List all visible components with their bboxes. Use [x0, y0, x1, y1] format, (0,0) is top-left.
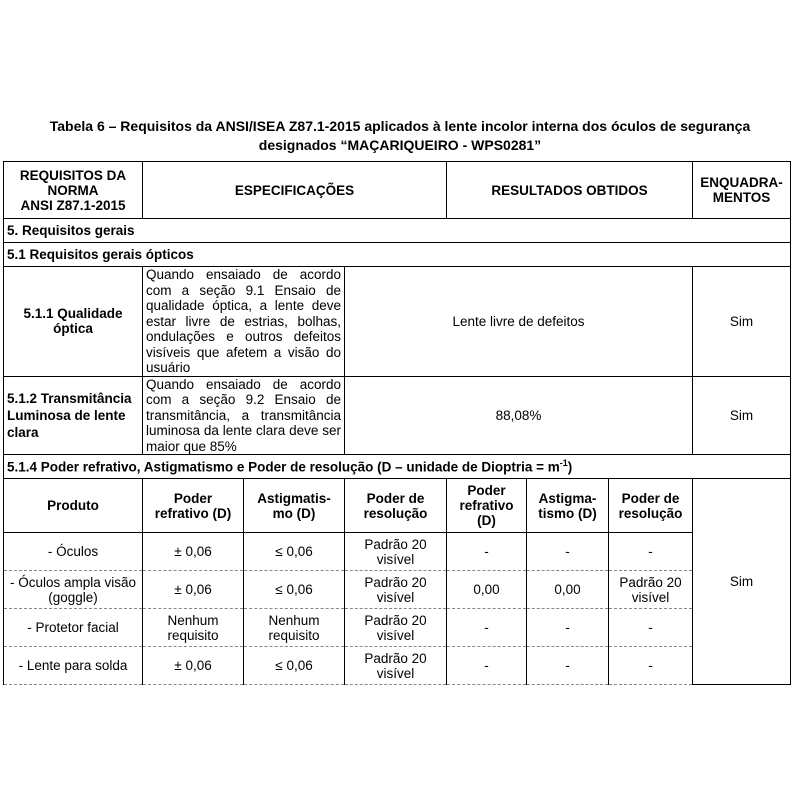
- spec-5-1-2: Quando ensaiado de acordo com a seção 9.2 Ensaio de transmitância, a transmitância luminosa da lente clara deve ser maior que 85%: [143, 376, 345, 455]
- astigmatism-spec-cell: Nenhum requisito: [244, 609, 345, 647]
- header-compliance: ENQUADRA- MENTOS: [693, 162, 791, 219]
- resolution-result-cell: -: [609, 647, 693, 685]
- refractive-spec-cell: Nenhum requisito: [143, 609, 244, 647]
- sub-header-resolution-spec: Poder de resolução: [345, 479, 447, 533]
- astigmatism-spec-cell: ≤ 0,06: [244, 647, 345, 685]
- subtable-header-row: [4, 479, 791, 533]
- header-specifications: ESPECIFICAÇÕES: [143, 162, 447, 219]
- astigmatism-result-cell: -: [527, 647, 609, 685]
- astigmatism-spec-cell: ≤ 0,06: [244, 533, 345, 571]
- section-5-1-title: 5.1 Requisitos gerais ópticos: [4, 243, 791, 267]
- refractive-result-cell: 0,00: [447, 571, 527, 609]
- table-row: [4, 533, 791, 571]
- header-requirements: REQUISITOS DA NORMA ANSI Z87.1-2015: [4, 162, 143, 219]
- header-results: RESULTADOS OBTIDOS: [447, 162, 693, 219]
- sub-header-refractive-spec: Poder refrativo (D): [143, 479, 244, 533]
- sub-header-refractive-result: Poder refrativo (D): [447, 479, 527, 533]
- sub-header-resolution-result: Poder de resolução: [609, 479, 693, 533]
- astigmatism-spec-cell: ≤ 0,06: [244, 571, 345, 609]
- caption-line-2: designados “MAÇARIQUEIRO - WPS0281”: [258, 137, 542, 153]
- product-cell: - Óculos ampla visão (goggle): [4, 571, 143, 609]
- refractive-spec-cell: ± 0,06: [143, 571, 244, 609]
- resolution-result-cell: -: [609, 533, 693, 571]
- table-row: [4, 647, 791, 685]
- astigmatism-result-cell: 0,00: [527, 571, 609, 609]
- refractive-result-cell: -: [447, 647, 527, 685]
- table-caption: [0, 117, 800, 155]
- header-row: [4, 162, 791, 219]
- section-5-1-4-title: 5.1.4 Poder refrativo, Astigmatismo e Poder de resolução (D – unidade de Dioptria = $m^{-1}$): [4, 455, 791, 479]
- astigmatism-result-cell: -: [527, 609, 609, 647]
- resolution-spec-cell: Padrão 20 visível: [345, 609, 447, 647]
- sub-header-astigmatism-spec: Astigmatis- mo (D): [244, 479, 345, 533]
- sub-header-astigmatism-result: Astigma- tismo (D): [527, 479, 609, 533]
- row-5-1-1: [4, 267, 791, 377]
- req-5-1-1: 5.1.1 Qualidade óptica: [4, 267, 143, 377]
- compliance-5-1-4: Sim: [693, 479, 791, 685]
- section-row-5-1: [4, 243, 791, 267]
- row-5-1-2: [4, 376, 791, 455]
- refractive-spec-cell: ± 0,06: [143, 647, 244, 685]
- product-cell: - Protetor facial: [4, 609, 143, 647]
- product-cell: - Óculos: [4, 533, 143, 571]
- section-row-5-1-4: [4, 455, 791, 479]
- astigmatism-result-cell: -: [527, 533, 609, 571]
- resolution-spec-cell: Padrão 20 visível: [345, 571, 447, 609]
- resolution-spec-cell: Padrão 20 visível: [345, 533, 447, 571]
- table-row: [4, 609, 791, 647]
- resolution-result-cell: Padrão 20 visível: [609, 571, 693, 609]
- result-5-1-2: 88,08%: [345, 376, 693, 455]
- compliance-5-1-1: Sim: [693, 267, 791, 377]
- table-row: [4, 571, 791, 609]
- requirements-table: [3, 161, 791, 685]
- refractive-result-cell: -: [447, 609, 527, 647]
- sub-header-product: Produto: [4, 479, 143, 533]
- caption-line-1: Tabela 6 – Requisitos da ANSI/ISEA Z87.1-2015 aplicados à lente incolor interna dos óculos de segurança: [49, 118, 751, 134]
- spec-5-1-1: Quando ensaiado de acordo com a seção 9.1 Ensaio de qualidade óptica, a lente deve estar livre de estrias, bolhas, ondulações e outros defeitos visíveis que afetem a visão do usuário: [143, 267, 345, 377]
- result-5-1-1: Lente livre de defeitos: [345, 267, 693, 377]
- refractive-result-cell: -: [447, 533, 527, 571]
- resolution-spec-cell: Padrão 20 visível: [345, 647, 447, 685]
- refractive-spec-cell: ± 0,06: [143, 533, 244, 571]
- section-row-5: [4, 219, 791, 243]
- resolution-result-cell: -: [609, 609, 693, 647]
- section-5-title: 5. Requisitos gerais: [4, 219, 791, 243]
- req-5-1-2: 5.1.2 Transmitância Luminosa de lente clara: [4, 376, 143, 455]
- product-cell: - Lente para solda: [4, 647, 143, 685]
- compliance-5-1-2: Sim: [693, 376, 791, 455]
